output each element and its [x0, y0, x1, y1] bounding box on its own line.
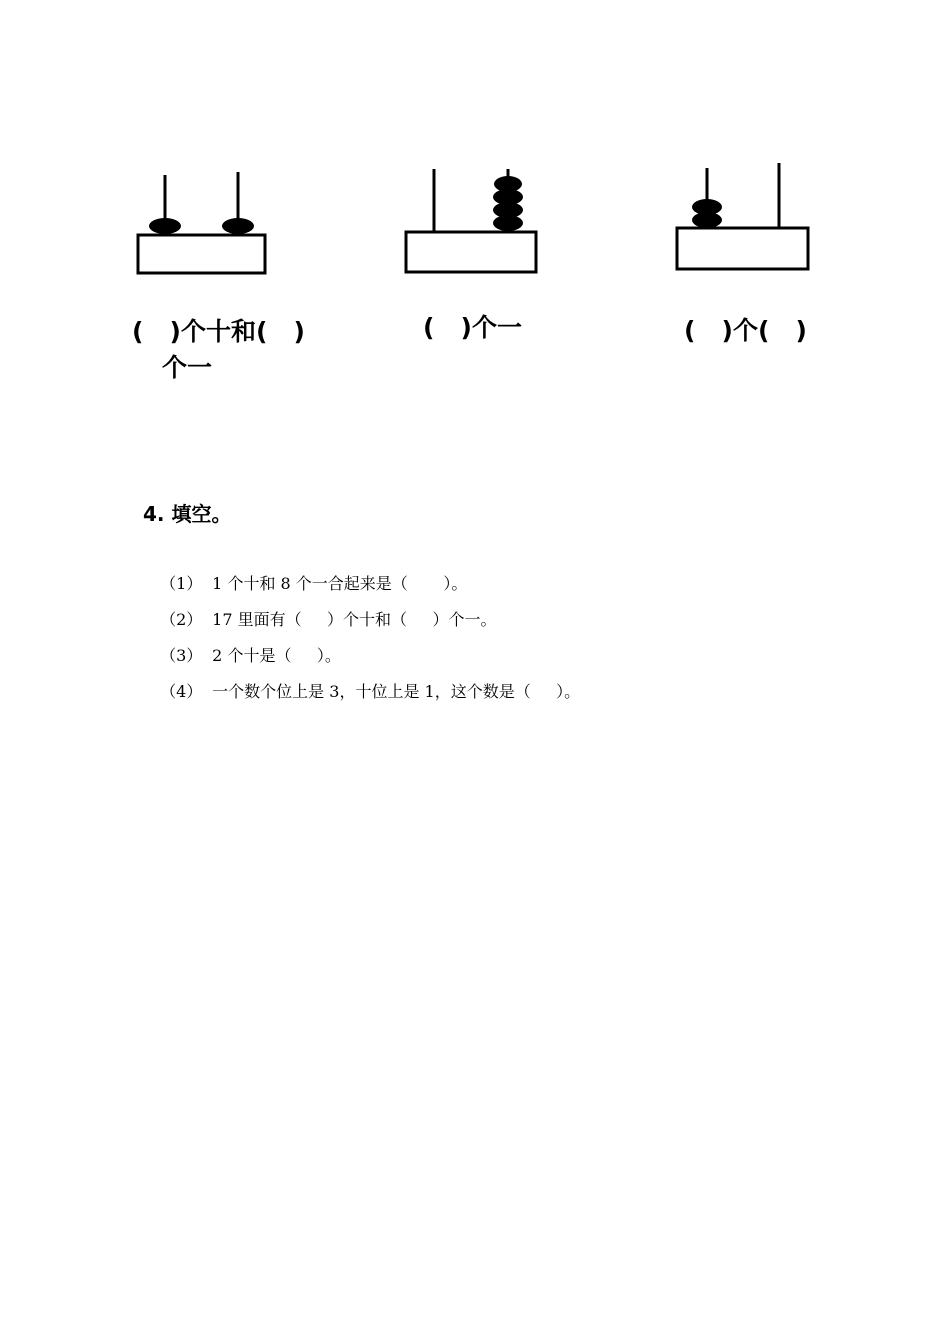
tens-bead: [149, 218, 181, 234]
tens-bead: [692, 212, 722, 228]
ones-bead: [222, 218, 254, 234]
abacus-2: [403, 165, 543, 277]
question-number: （3）: [160, 646, 203, 665]
caption-abacus-3: ( )个( ): [684, 316, 807, 345]
question-number: （2）: [160, 610, 203, 629]
question-4: [150, 659, 580, 703]
abacus-frame: [406, 232, 536, 272]
question-text: 2 个十是（ ）。: [212, 646, 341, 665]
question-text: 17 里面有（ ）个十和（ ）个一。: [212, 610, 497, 629]
question-number: （1）: [160, 574, 203, 593]
caption-abacus-1-line-1: ( )个十和( ): [132, 317, 305, 346]
abacus-frame: [677, 228, 808, 269]
section-title: 4. 填空。: [143, 502, 232, 526]
caption-abacus-2: ( )个一: [423, 313, 522, 342]
abacus-3: [674, 160, 814, 275]
question-number: （4）: [160, 682, 203, 701]
question-text: 1 个十和 8 个一合起来是（ ）。: [212, 574, 468, 593]
ones-bead: [493, 215, 523, 231]
abacus-1: [135, 170, 270, 278]
abacus-frame: [138, 235, 265, 273]
caption-abacus-1-line-2: 个一: [162, 353, 213, 382]
question-text: 一个数个位上是 3，十位上是 1，这个数是（ ）。: [212, 682, 581, 701]
